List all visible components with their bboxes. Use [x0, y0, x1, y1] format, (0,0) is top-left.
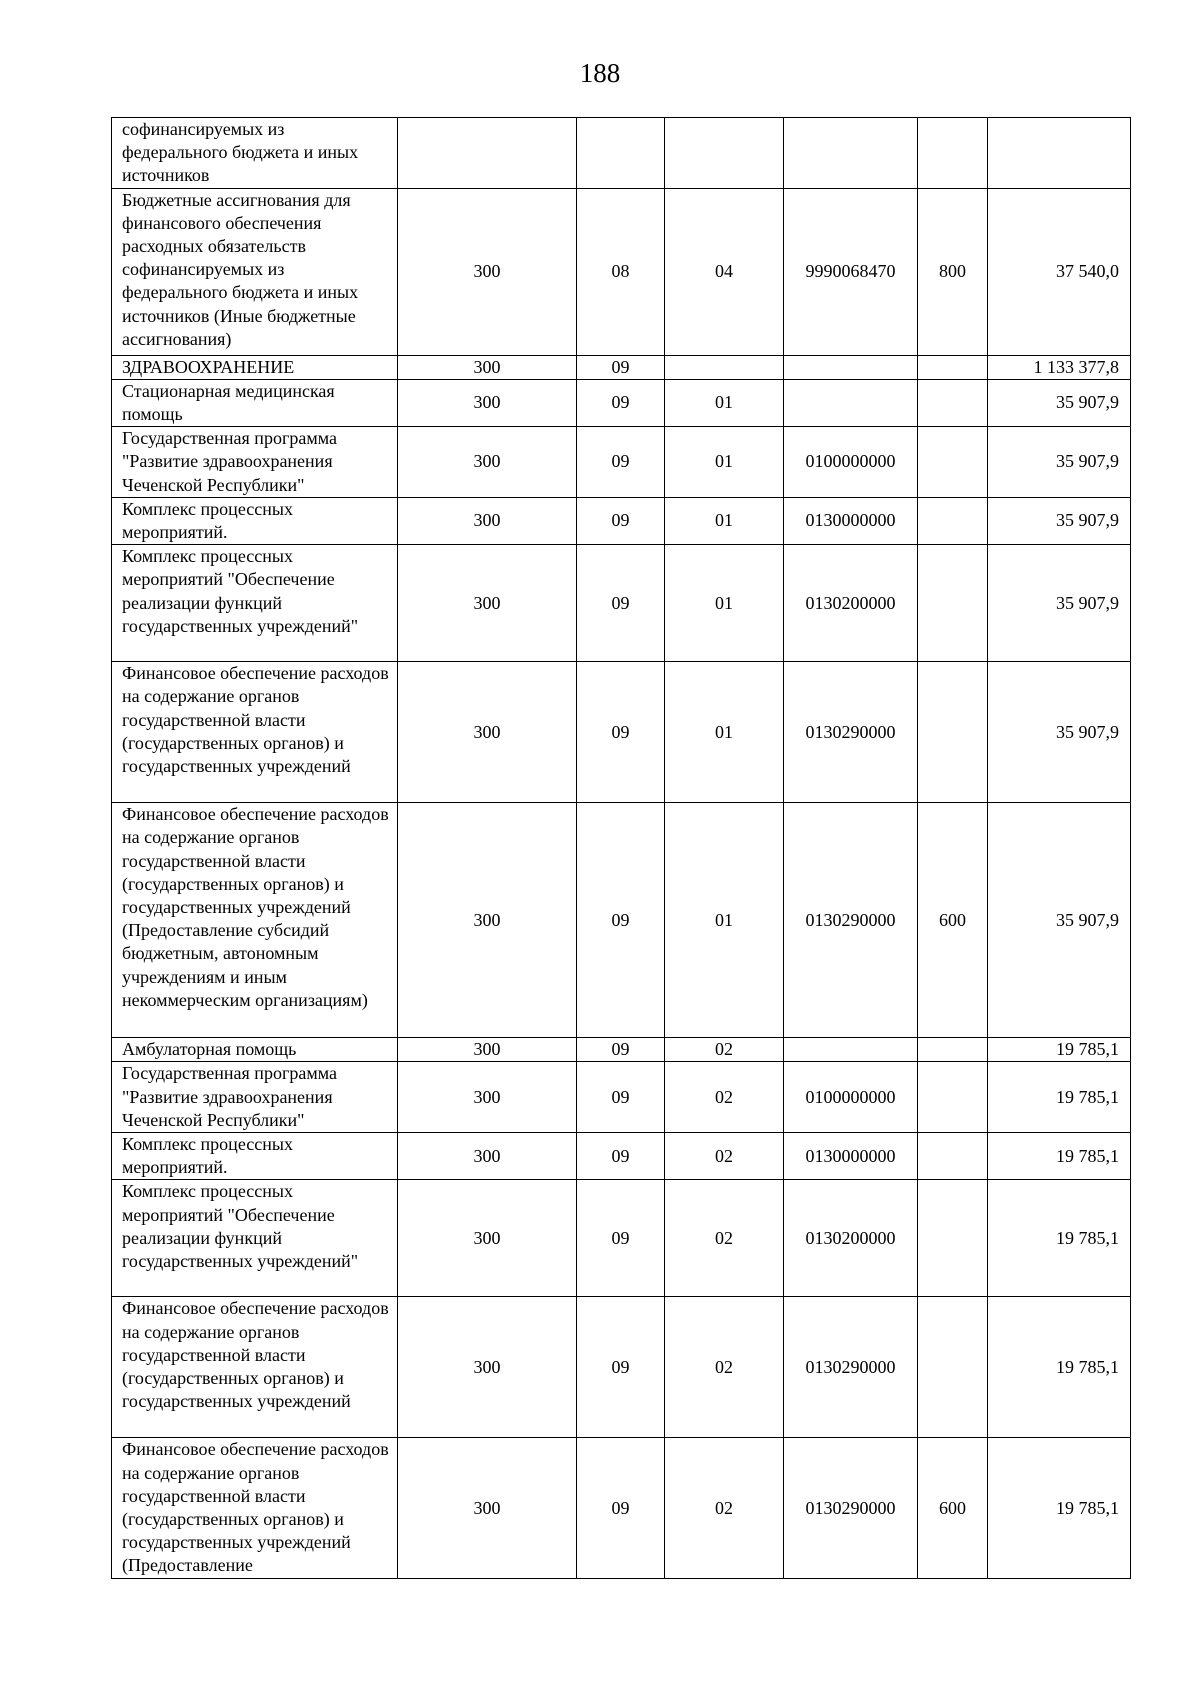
row-csr: 0100000000	[784, 1062, 918, 1133]
row-sum: 19 785,1	[988, 1180, 1131, 1297]
row-sum: 19 785,1	[988, 1133, 1131, 1180]
row-name: ЗДРАВООХРАНЕНИЕ	[112, 355, 398, 379]
table-row	[112, 188, 1131, 355]
table-row	[112, 1180, 1131, 1297]
row-gr: 300	[398, 188, 577, 355]
row-vr	[918, 1133, 988, 1180]
row-sum: 35 907,9	[988, 545, 1131, 662]
row-pr: 02	[665, 1038, 784, 1062]
page-number: 188	[579, 58, 621, 88]
row-vr	[918, 118, 988, 189]
row-csr: 0130200000	[784, 1180, 918, 1297]
row-vr	[918, 1038, 988, 1062]
row-vr: 600	[918, 1438, 988, 1579]
row-pr: 02	[665, 1133, 784, 1180]
row-gr	[398, 118, 577, 189]
row-rz	[577, 118, 665, 189]
row-pr: 01	[665, 427, 784, 498]
row-rz: 09	[577, 1180, 665, 1297]
row-vr	[918, 497, 988, 544]
row-vr	[918, 427, 988, 498]
row-vr: 600	[918, 803, 988, 1038]
row-sum: 35 907,9	[988, 662, 1131, 803]
table-row	[112, 545, 1131, 662]
row-name: Комплекс процессных мероприятий.	[112, 497, 398, 544]
row-pr: 02	[665, 1297, 784, 1438]
row-vr	[918, 1180, 988, 1297]
row-name: софинансируемых из федерального бюджета и иных источников	[112, 118, 398, 189]
row-rz: 09	[577, 1438, 665, 1579]
row-name: Комплекс процессных мероприятий "Обеспечение реализации функций государственных учреждений"	[112, 1180, 398, 1297]
row-pr	[665, 118, 784, 189]
row-pr: 02	[665, 1062, 784, 1133]
row-csr	[784, 118, 918, 189]
row-vr	[918, 1297, 988, 1438]
row-gr: 300	[398, 1438, 577, 1579]
table-row	[112, 1133, 1131, 1180]
row-sum: 37 540,0	[988, 188, 1131, 355]
row-name: Государственная программа "Развитие здравоохранения Чеченской Республики"	[112, 1062, 398, 1133]
row-sum: 35 907,9	[988, 803, 1131, 1038]
row-rz: 09	[577, 1038, 665, 1062]
row-gr: 300	[398, 1062, 577, 1133]
row-pr: 02	[665, 1438, 784, 1579]
row-sum: 1 133 377,8	[988, 355, 1131, 379]
row-vr	[918, 662, 988, 803]
row-pr: 01	[665, 379, 784, 426]
table-row	[112, 1297, 1131, 1438]
row-csr	[784, 379, 918, 426]
row-sum: 35 907,9	[988, 497, 1131, 544]
row-rz: 09	[577, 803, 665, 1038]
budget-table-body	[112, 118, 1131, 1579]
row-gr: 300	[398, 1038, 577, 1062]
row-rz: 09	[577, 1133, 665, 1180]
table-row	[112, 379, 1131, 426]
row-gr: 300	[398, 545, 577, 662]
row-pr: 01	[665, 497, 784, 544]
row-csr: 0130290000	[784, 1438, 918, 1579]
row-sum: 35 907,9	[988, 427, 1131, 498]
row-pr	[665, 355, 784, 379]
row-name: Стационарная медицинская помощь	[112, 379, 398, 426]
table-row	[112, 803, 1131, 1038]
table-row	[112, 1438, 1131, 1579]
row-gr: 300	[398, 803, 577, 1038]
row-sum: 35 907,9	[988, 379, 1131, 426]
row-csr: 0130200000	[784, 545, 918, 662]
table-row	[112, 662, 1131, 803]
row-gr: 300	[398, 1180, 577, 1297]
row-vr	[918, 1062, 988, 1133]
row-pr: 02	[665, 1180, 784, 1297]
row-sum: 19 785,1	[988, 1297, 1131, 1438]
row-rz: 09	[577, 1062, 665, 1133]
row-name: Финансовое обеспечение расходов на содержание органов государственной власти (государственных органов) и государственных учреждений (Предоставление субсидий бюджетным, автономным учреждениям и иным некоммерческим организациям)	[112, 803, 398, 1038]
row-csr: 0100000000	[784, 427, 918, 498]
row-rz: 09	[577, 662, 665, 803]
row-rz: 09	[577, 379, 665, 426]
row-name: Финансовое обеспечение расходов на содержание органов государственной власти (государственных органов) и государственных учреждений	[112, 1297, 398, 1438]
row-sum: 19 785,1	[988, 1062, 1131, 1133]
row-csr	[784, 355, 918, 379]
row-csr: 0130290000	[784, 1297, 918, 1438]
row-rz: 09	[577, 355, 665, 379]
row-gr: 300	[398, 1297, 577, 1438]
row-sum: 19 785,1	[988, 1038, 1131, 1062]
row-vr	[918, 379, 988, 426]
row-rz: 09	[577, 427, 665, 498]
table-row	[112, 118, 1131, 189]
row-gr: 300	[398, 1133, 577, 1180]
row-sum: 19 785,1	[988, 1438, 1131, 1579]
row-pr: 01	[665, 803, 784, 1038]
table-row	[112, 427, 1131, 498]
row-name: Бюджетные ассигнования для финансового обеспечения расходных обязательств софинансируемых из федерального бюджета и иных источников (Иные бюджетные ассигнования)	[112, 188, 398, 355]
row-name: Финансовое обеспечение расходов на содержание органов государственной власти (государственных органов) и государственных учреждений	[112, 662, 398, 803]
row-csr: 0130290000	[784, 662, 918, 803]
row-gr: 300	[398, 427, 577, 498]
row-csr: 0130290000	[784, 803, 918, 1038]
row-pr: 01	[665, 545, 784, 662]
table-row	[112, 1062, 1131, 1133]
row-gr: 300	[398, 497, 577, 544]
row-pr: 01	[665, 662, 784, 803]
row-rz: 09	[577, 497, 665, 544]
table-row	[112, 355, 1131, 379]
row-rz: 09	[577, 545, 665, 662]
table-row	[112, 497, 1131, 544]
row-gr: 300	[398, 355, 577, 379]
row-gr: 300	[398, 662, 577, 803]
row-csr	[784, 1038, 918, 1062]
budget-table	[111, 117, 1131, 1579]
row-rz: 09	[577, 1297, 665, 1438]
row-sum	[988, 118, 1131, 189]
table-row	[112, 1038, 1131, 1062]
row-csr: 0130000000	[784, 1133, 918, 1180]
row-name: Комплекс процессных мероприятий "Обеспечение реализации функций государственных учреждений"	[112, 545, 398, 662]
row-pr: 04	[665, 188, 784, 355]
row-gr: 300	[398, 379, 577, 426]
row-csr: 0130000000	[784, 497, 918, 544]
row-name: Государственная программа "Развитие здравоохранения Чеченской Республики"	[112, 427, 398, 498]
row-vr: 800	[918, 188, 988, 355]
row-csr: 9990068470	[784, 188, 918, 355]
row-vr	[918, 355, 988, 379]
row-name: Комплекс процессных мероприятий.	[112, 1133, 398, 1180]
row-name: Амбулаторная помощь	[112, 1038, 398, 1062]
row-name: Финансовое обеспечение расходов на содержание органов государственной власти (государственных органов) и государственных учреждений (Предоставление	[112, 1438, 398, 1579]
row-rz: 08	[577, 188, 665, 355]
row-vr	[918, 545, 988, 662]
